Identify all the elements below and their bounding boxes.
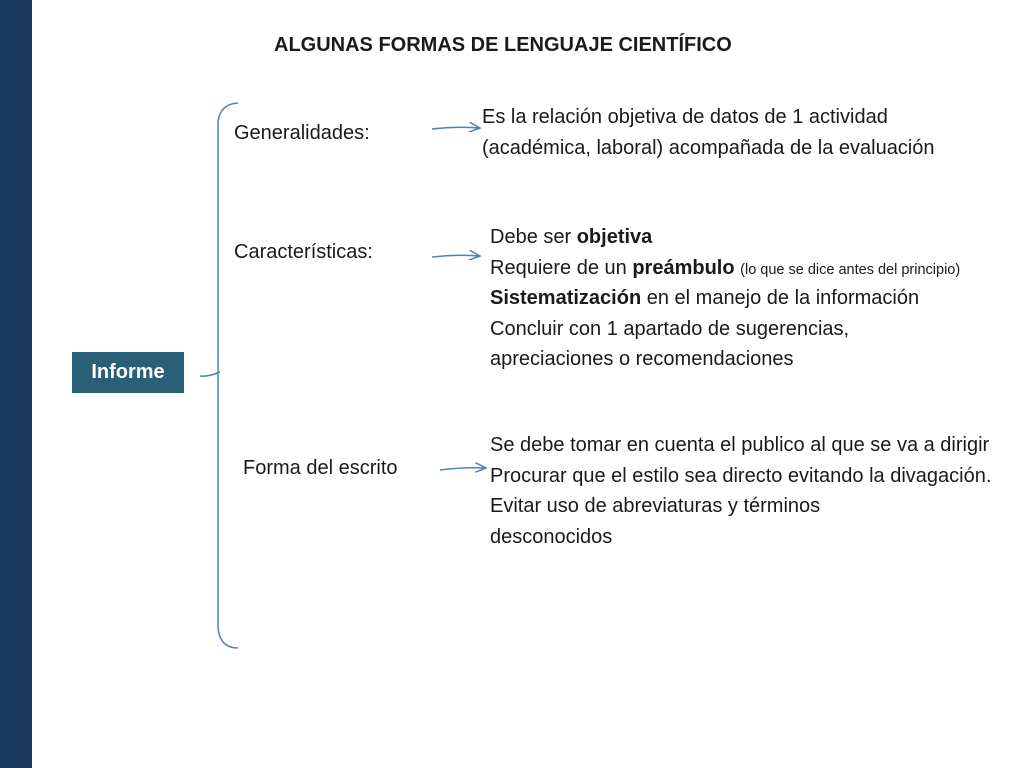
list-item: Sistematización en el manejo de la información [490, 287, 920, 309]
bracket [218, 103, 238, 648]
arrow-generalidades [432, 127, 480, 129]
slide-title: ALGUNAS FORMAS DE LENGUAJE CIENTÍFICO [274, 34, 732, 56]
root-node-label: Informe [91, 361, 165, 383]
list-item: Evitar uso de abreviaturas y términos desconocidos [490, 495, 821, 548]
preambulo-note: (lo que se dice antes del principio) [740, 261, 961, 278]
list-item: Se debe tomar en cuenta el publico al que se va a dirigir [490, 434, 990, 456]
arrow-forma-escrito [440, 468, 486, 470]
list-item: Concluir con 1 apartado de sugerencias, apreciaciones o recomendaciones [490, 317, 850, 370]
branch-label-forma-escrito: Forma del escrito [243, 457, 398, 479]
list-item: Requiere de un preámbulo (lo que se dice antes del principio) [490, 256, 961, 279]
branch-label-caracteristicas: Características: [234, 241, 373, 263]
arrow-caracteristicas [432, 255, 480, 257]
list-item: Procurar que el estilo sea directo evitando la divagación. [490, 464, 992, 487]
branch-label-generalidades: Generalidades: [234, 122, 370, 144]
generalidades-description: Es la relación objetiva de datos de 1 actividad (académica, laboral) acompañada de la evaluación [482, 106, 935, 159]
forma-escrito-list [490, 430, 995, 552]
caracteristicas-list [490, 222, 1010, 375]
root-connector-curve [200, 372, 220, 376]
list-item: Debe ser objetiva [490, 226, 653, 248]
